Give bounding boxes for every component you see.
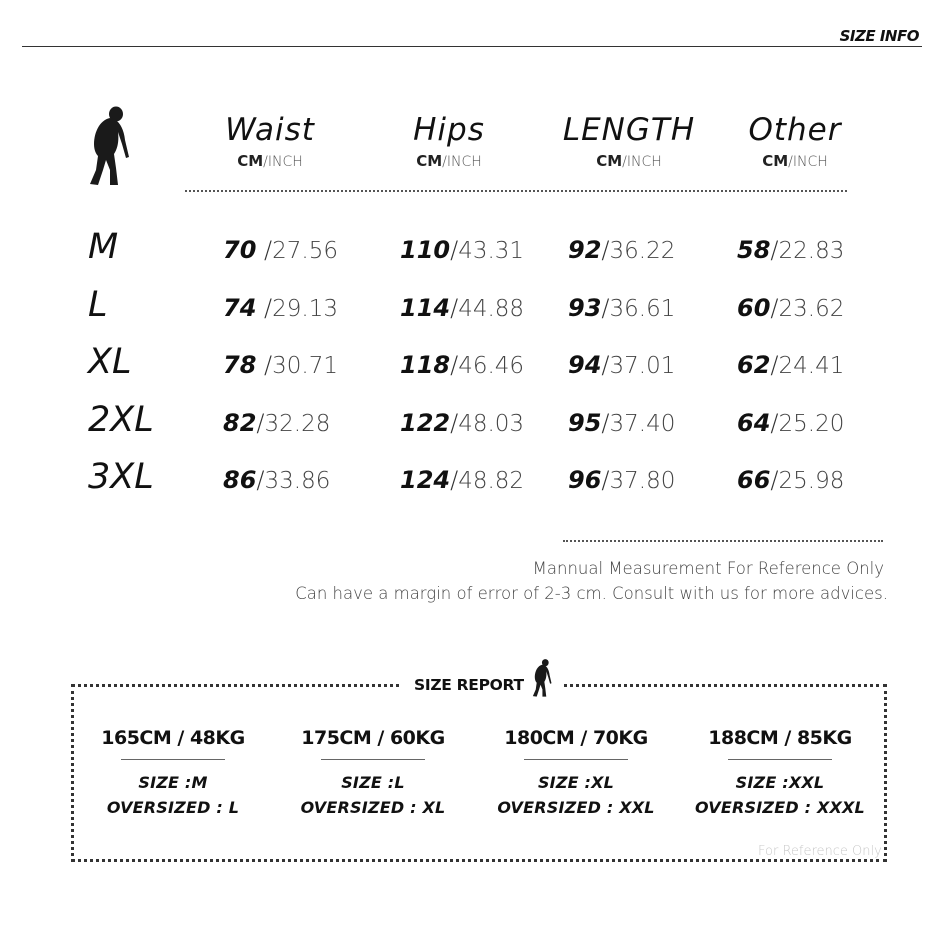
column-name: LENGTH	[562, 112, 696, 148]
report-size: SIZE :M	[138, 773, 208, 792]
column-unit: CM/INCH	[416, 152, 482, 170]
size-label: 2XL	[88, 400, 154, 440]
cell-other: 60/23.62	[737, 294, 845, 322]
measurement-note: Mannual Measurement For Reference Only	[532, 559, 884, 578]
report-entry	[476, 725, 676, 820]
cell-waist: 82/32.28	[223, 409, 331, 437]
report-oversized: OVERSIZED : L	[106, 798, 240, 817]
walking-ape-figure-icon	[84, 104, 130, 188]
cell-waist: 86/33.86	[223, 466, 331, 494]
report-oversized: OVERSIZED : XL	[300, 798, 446, 817]
cell-length: 95/37.40	[568, 409, 676, 437]
column-header-hips	[369, 113, 529, 171]
notes-dotted-divider	[563, 540, 883, 542]
cell-other: 66/25.98	[737, 466, 845, 494]
report-entry	[73, 725, 273, 820]
report-size: SIZE :L	[341, 773, 405, 792]
size-label: 3XL	[88, 457, 154, 497]
column-unit: CM/INCH	[237, 152, 303, 170]
report-underline	[524, 759, 628, 760]
report-underline	[121, 759, 225, 760]
size-report-heading	[402, 668, 564, 702]
cell-other: 58/22.83	[737, 236, 845, 264]
report-entry	[273, 725, 473, 820]
column-name: Other	[748, 112, 842, 148]
report-oversized: OVERSIZED : XXL	[497, 798, 655, 817]
header-dotted-divider	[185, 190, 847, 192]
size-label: L	[88, 285, 108, 325]
size-label: XL	[88, 342, 132, 382]
column-header-length	[549, 113, 709, 171]
report-size: SIZE :XXL	[735, 773, 825, 792]
cell-length: 93/36.61	[568, 294, 676, 322]
size-label: M	[88, 227, 119, 267]
report-height-weight: 188CM / 85KG	[708, 727, 852, 749]
cell-length: 96/37.80	[568, 466, 676, 494]
cell-hips: 122/48.03	[400, 409, 525, 437]
column-header-other	[715, 113, 875, 171]
column-name: Waist	[225, 112, 315, 148]
report-oversized: OVERSIZED : XXXL	[695, 798, 865, 817]
reference-footnote: For Reference Only	[758, 844, 882, 859]
size-report-title: SIZE REPORT	[414, 676, 524, 694]
page-title: SIZE INFO	[839, 27, 919, 45]
cell-hips: 124/48.82	[400, 466, 525, 494]
cell-hips: 118/46.46	[400, 351, 525, 379]
cell-other: 64/25.20	[737, 409, 845, 437]
cell-other: 62/24.41	[737, 351, 845, 379]
report-underline	[728, 759, 832, 760]
report-size: SIZE :XL	[537, 773, 615, 792]
cell-waist: 70 /27.56	[223, 236, 338, 264]
header-divider	[22, 46, 922, 47]
column-header-waist	[190, 113, 350, 171]
report-underline	[321, 759, 425, 760]
cell-length: 94/37.01	[568, 351, 676, 379]
report-height-weight: 175CM / 60KG	[301, 727, 445, 749]
report-entry	[680, 725, 880, 820]
cell-hips: 110/43.31	[400, 236, 525, 264]
column-unit: CM/INCH	[596, 152, 662, 170]
report-height-weight: 165CM / 48KG	[101, 727, 245, 749]
walking-ape-figure-icon	[530, 669, 552, 701]
cell-waist: 74 /29.13	[223, 294, 338, 322]
column-name: Hips	[413, 112, 485, 148]
margin-note: Can have a margin of error of 2-3 cm. Consult with us for more advices.	[295, 584, 888, 603]
report-height-weight: 180CM / 70KG	[504, 727, 648, 749]
column-unit: CM/INCH	[762, 152, 828, 170]
cell-waist: 78 /30.71	[223, 351, 338, 379]
cell-hips: 114/44.88	[400, 294, 525, 322]
cell-length: 92/36.22	[568, 236, 676, 264]
